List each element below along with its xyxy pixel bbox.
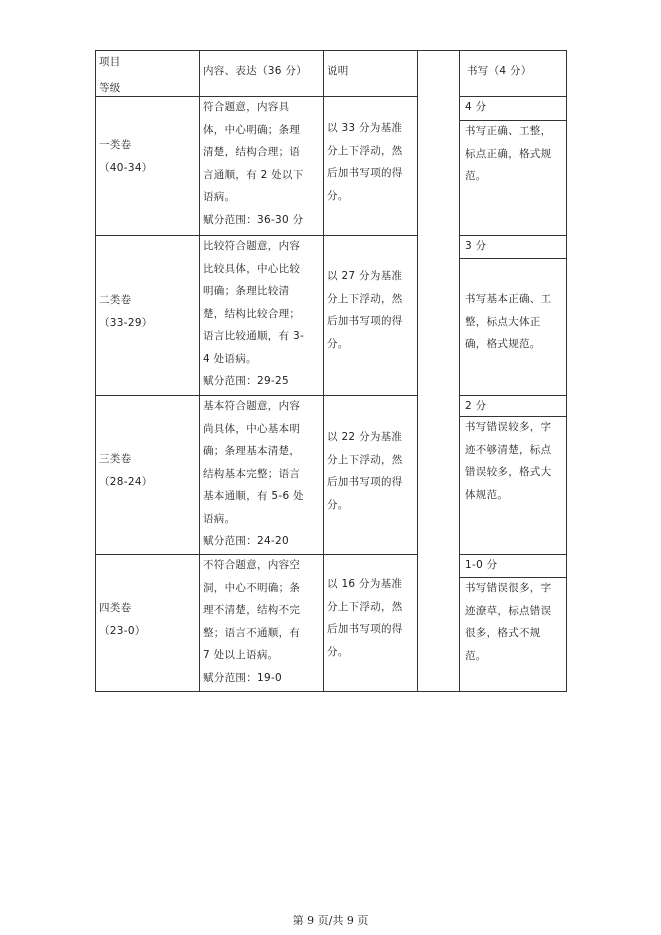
writing-line: 迹潦草，标点错误 (465, 604, 552, 617)
row-4-writing-score-cell (459, 554, 567, 577)
header-item-label: 项目 (99, 56, 121, 68)
content-line: 不符合题意，内容空 (203, 559, 301, 571)
grade-range: （40-34） (99, 161, 153, 174)
header-content-label: 内容、表达（36 分） (203, 65, 307, 77)
row-3-writing-desc-cell (459, 416, 567, 554)
description-line: 分上下浮动，然 (327, 600, 403, 613)
row-1-content-cell (199, 96, 323, 235)
description-line: 以 22 分为基准 (327, 431, 403, 443)
content-line: 语病。 (203, 512, 236, 525)
content-line: 符合题意，内容具 (203, 101, 290, 113)
row-1-writing-score-cell (459, 96, 567, 120)
row-1-writing-desc-cell (459, 120, 567, 235)
content-line: 比较具体，中心比较 (203, 262, 301, 275)
writing-line: 很多，格式不规 (465, 627, 541, 639)
row-3-content-cell (199, 395, 323, 554)
description-line: 分。 (327, 337, 349, 350)
row-1-grade-cell (95, 96, 199, 235)
score-range-line: 赋分范围：29-25 (203, 375, 290, 387)
content-line: 结构基本完整；语言 (203, 467, 301, 480)
content-line: 体，中心明确；条理 (203, 123, 301, 136)
row-1-description-cell (323, 96, 417, 235)
header-content-cell (199, 50, 323, 96)
description-line: 后加书写项的得 (327, 476, 403, 488)
header-description-cell (323, 50, 417, 96)
description-line: 后加书写项的得 (327, 315, 403, 327)
score-range-line: 赋分范围：19-0 (203, 671, 283, 684)
row-4-content-cell (199, 554, 323, 691)
content-line: 确；条理基本清楚， (203, 445, 301, 457)
writing-line: 体规范。 (465, 488, 509, 501)
writing-line: 范。 (465, 170, 487, 182)
description-line: 以 16 分为基准 (327, 578, 403, 590)
content-line: 比较符合题意，内容 (203, 240, 301, 252)
writing-line: 迹不够清楚，标点 (465, 443, 552, 456)
writing-line: 书写基本正确、工 (465, 293, 552, 305)
writing-line: 确，格式规范。 (465, 338, 541, 350)
writing-line: 标点正确，格式规 (465, 147, 552, 160)
description-line: 分。 (327, 645, 349, 658)
grade-range: （33-29） (99, 316, 153, 329)
description-line: 后加书写项的得 (327, 623, 403, 635)
header-item-grade-cell (95, 50, 199, 96)
row-3-grade-cell (95, 395, 199, 554)
writing-line: 书写错误较多，字 (465, 421, 552, 433)
content-line: 基本通顺，有 5-6 处 (203, 490, 304, 502)
row-3-writing-score-cell (459, 395, 567, 416)
content-line: 7 处以上语病。 (203, 649, 279, 661)
score-range-line: 赋分范围：36-30 分 (203, 213, 304, 226)
content-line: 理不清楚，结构不完 (203, 604, 301, 616)
description-line: 以 33 分为基准 (327, 122, 403, 134)
grade-name: 二类卷 (99, 294, 132, 306)
content-line: 基本符合题意，内容 (203, 400, 301, 412)
grade-name: 三类卷 (99, 453, 132, 465)
grade-name: 一类卷 (99, 139, 132, 151)
score-range-line: 赋分范围：24-20 (203, 535, 290, 547)
row-4-grade-cell (95, 554, 199, 691)
description-line: 分上下浮动，然 (327, 144, 403, 157)
writing-line: 范。 (465, 649, 487, 662)
writing-line: 书写正确、工整， (465, 125, 552, 137)
content-line: 清楚，结构合理；语 (203, 146, 301, 158)
writing-score: 2 分 (465, 400, 487, 412)
row-4-writing-desc-cell (459, 577, 567, 691)
row-2-grade-cell (95, 235, 199, 395)
description-line: 以 27 分为基准 (327, 270, 403, 282)
description-line: 分上下浮动，然 (327, 292, 403, 305)
writing-score: 1-0 分 (465, 559, 498, 571)
page-number-footer: 第 9 页/共 9 页 (292, 914, 369, 927)
content-line: 楚，结构比较合理； (203, 307, 301, 320)
description-line: 分。 (327, 498, 349, 511)
row-4-description-cell (323, 554, 417, 691)
row-2-writing-score-cell (459, 235, 567, 258)
content-line: 语言比较通顺，有 3- (203, 330, 305, 342)
description-line: 后加书写项的得 (327, 167, 403, 179)
grade-name: 四类卷 (99, 602, 132, 614)
row-2-description-cell (323, 235, 417, 395)
writing-line: 整，标点大体正 (465, 315, 541, 328)
description-line: 分。 (327, 189, 349, 202)
header-description-label: 说明 (327, 65, 349, 77)
content-line: 尚具体，中心基本明 (203, 422, 301, 435)
header-writing-cell (459, 50, 567, 96)
grade-range: （28-24） (99, 475, 153, 488)
content-line: 4 处语病。 (203, 352, 257, 365)
content-line: 明确；条理比较清 (203, 285, 290, 297)
row-2-writing-desc-cell (459, 258, 567, 395)
content-line: 整；语言不通顺，有 (203, 626, 301, 639)
writing-line: 书写错误很多，字 (465, 582, 552, 594)
content-line: 洞，中心不明确；条 (203, 581, 301, 594)
grade-range: （23-0） (99, 624, 146, 637)
header-grade-label: 等级 (99, 82, 121, 94)
row-2-content-cell (199, 235, 323, 395)
description-line: 分上下浮动，然 (327, 453, 403, 466)
writing-line: 错误较多，格式大 (465, 466, 552, 478)
writing-score: 4 分 (465, 101, 487, 113)
header-writing-label: 书写（4 分） (467, 65, 532, 77)
row-3-description-cell (323, 395, 417, 554)
content-line: 言通顺，有 2 处以下 (203, 168, 304, 181)
content-line: 语病。 (203, 191, 236, 203)
writing-score: 3 分 (465, 240, 487, 252)
